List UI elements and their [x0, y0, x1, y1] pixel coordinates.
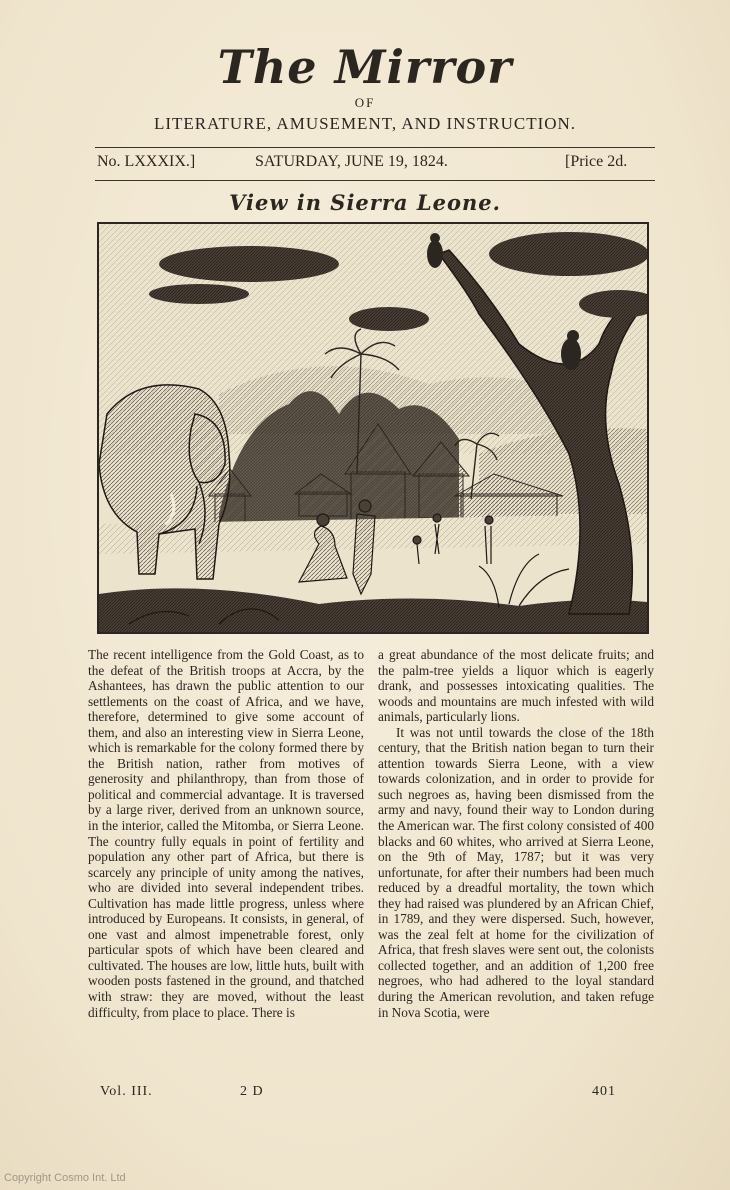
rule-top	[95, 147, 655, 148]
issue-number: No. LXXXIX.]	[97, 153, 196, 170]
issue-line	[95, 153, 655, 175]
footer-volume: Vol. III.	[100, 1084, 153, 1099]
article-column-left	[88, 647, 364, 1020]
issue-price: [Price 2d.	[565, 153, 628, 170]
masthead-subtitle: LITERATURE, AMUSEMENT, AND INSTRUCTION.	[153, 114, 577, 133]
engraving-village-elephant-icon	[97, 222, 649, 634]
footer-signature: 2 D	[240, 1084, 264, 1099]
copyright-watermark: Copyright Cosmo Int. Ltd	[4, 1172, 126, 1184]
paragraph: a great abundance of the most delicate fruits; and the palm-tree yields a liquor which is eagerly drank, and possesses intoxicating qualities. The woods and mountains are much infested with wild animals, particularly lions.	[378, 647, 654, 725]
masthead-of: OF	[354, 95, 376, 110]
article-heading: View in Sierra Leone.	[229, 190, 501, 215]
paragraph: The recent intelligence from the Gold Coast, as to the defeat of the British troops at Accra, by the Ashantees, has drawn the public attention to our settlements on the coast of Africa, and we have, therefore, determined to give some account of them, and also an interesting view in Sierra Leone, which is remarkable for the colony formed there by the British nation, rather from motives of generosity and philanthropy, than from those of political and commercial advantage. It is traversed by a large river, derived from an unknown source, in the interior, called the Mitomba, or Sierra Leone. The country fully equals in point of fertility and population any other part of Africa, but there is scarcely any principle of unity among the natives, who are divided into several independent tribes. Cultivation has made little progress, unless where introduced by Europeans. It consists, in general, of one vast and almost impenetrable forest, only particular spots of which have been cleared and cultivated. The houses are low, little huts, built with wooden posts fastened in the ground, and thatched with straw: they are moved, without the least difficulty, from place to place. There is	[88, 647, 364, 1020]
footer-page-number: 401	[592, 1084, 616, 1099]
article-column-right	[378, 647, 654, 1020]
issue-date: SATURDAY, JUNE 19, 1824.	[255, 153, 448, 170]
masthead-title: The Mirror	[217, 40, 513, 94]
rule-bottom	[95, 180, 655, 181]
paragraph: It was not until towards the close of the 18th century, that the British nation began to turn their attention towards Sierra Leone, with a view towards colonization, and in order to provide for such negroes as, having been dismissed from the army and navy, found their way to London during the American war. The first colony consisted of 400 blacks and 60 whites, who arrived at Sierra Leone, on the 9th of May, 1787; but it was very unfortunate, for after their numbers had been much reduced by a dreadful mortality, the town which they had raised was plundered by an African Chief, in 1789, and they were dispersed. Such, however, was the zeal felt at home for the civilization of Africa, that fresh slaves were sent out, the colonists collected together, and an addition of 1,200 free negroes, who had adhered to the loyal standard during the American revolution, and taken refuge in Nova Scotia, were	[378, 724, 654, 1020]
